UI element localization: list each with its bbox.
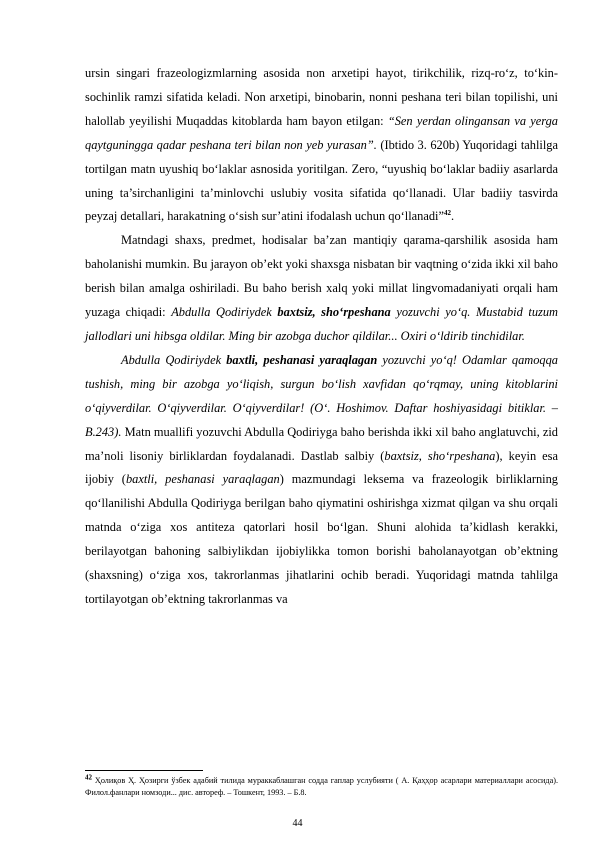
paragraph-text: ), keyin esa ijobiy (: [85, 448, 558, 487]
footnote-divider: [85, 770, 203, 771]
paragraph-text: ) mazmundagi leksema va frazeologik birliklarning qo‘llanilishi Abdulla Qodiriyga berilgan baho qiymatini oshirishga xizmat qilgan va shu orqali matnda o‘ziga xos antiteza qatorlari hosil bo‘lgan. Shuni alohida ta’kidlash kerakki, berilayotgan bahoning salbiylikdan ijobiylikka tomon borishi baholanayotgan ob’ektning (shaxsning) o‘ziga xos, takrorlanmas jihatlarini ochib beradi. Yuqoridagi matnda tahlilga tortilayotgan ob’ektning takrorlanmas va: [85, 472, 558, 606]
paragraph-2: [85, 229, 558, 349]
paragraph-1: [85, 62, 558, 229]
example-term: baxtsiz, sho‘rpeshana: [384, 448, 496, 463]
highlighted-phrase: baxtsiz, sho‘rpeshana: [277, 305, 391, 320]
footnote-text: Ҳолиқов Ҳ. Ҳозирги ўзбек адабий тилида мураккаблашган содда гаплар услубияти ( А. Қаҳҳор асарлари материаллари асосида). Филол.фанлари номзоди... дис. автореф. – Тошкент, 1993. – Б.8.: [85, 776, 558, 797]
paragraph-text: Matn muallifi yozuvchi Abdulla Qodiriyga baho berishda ikki xil baho anglatuvchi, zid ma’noli lisoniy birliklardan foydalanadi. Dastlab salbiy (: [85, 424, 558, 463]
example-text: yozuvchi yo‘q. Mustabid tuzum jallodlari uni hibsga oldilar. Ming bir azobga duchor qildilar... Oxiri o‘ldirib tinchidilar.: [85, 305, 558, 343]
paragraph-text: Matndagi shaxs, predmet, hodisalar ba’zan mantiqiy qarama-qarshilik asosida ham baholanishi mumkin. Bu jarayon ob’ekt yoki shaxsga nisbatan bir vaqtning o‘zida ikki xil baho berish bilan amalga oshiriladi. Bu baho berish xalq yoki millat lingvomadaniyati orqali ham yuzaga chiqadi:: [85, 233, 558, 320]
page-number: 44: [292, 818, 303, 829]
example-term: baxtli, peshanasi yaraqlagan: [125, 472, 280, 487]
bible-quote: “Sen yerdan olingansan va yerga qaytguningga qadar peshana teri bilan non yeb yurasan”.: [85, 113, 558, 152]
footnote: [85, 775, 558, 798]
footnote-reference[interactable]: 42: [443, 209, 451, 218]
example-text: yozuvchi yo‘q! Odamlar qamoqqa tushish, ming bir azobga yo‘liqish, surgun bo‘lish xavfidan qo‘rqmay, uning kitoblarini o‘qiyverdilar. O‘qiyverdilar. O‘qiyverdilar! (O‘. Hoshimov. Daftar hoshiyasidagi bitiklar. – B.243).: [85, 352, 559, 439]
page-body: [85, 62, 558, 612]
paragraph-text: .: [450, 209, 455, 224]
example-text: Abdulla Qodiriydek: [121, 352, 227, 367]
highlighted-phrase: baxtli, peshanasi yaraqlagan: [226, 352, 378, 367]
example-text: Abdulla Qodiriydek: [171, 305, 278, 320]
footnote-number: 42: [85, 773, 92, 782]
paragraph-text: (Ibtido 3. 620b) Yuqoridagi tahlilga tortilgan matn uyushiq bo‘laklar asnosida yoritilgan. Zero, “uyushiq bo‘laklar badiiy asarlarda uning ta’sirchanligini ta’minlovchi uslubiy vosita sifatida qo‘llanadi. Ular badiiy tasvirda peyzaj detallari, harakatning o‘sish sur’atini ifodalash uchun qo‘llanadi”: [85, 137, 558, 224]
paragraph-3: [85, 349, 558, 612]
paragraph-text: ursin singari frazeologizmlarning asosida non arxetipi hayot, tirikchilik, rizq-ro‘z, to‘kin-sochinlik ramzi sifatida keladi. Non arxetipi, binobarin, nonni peshana teri bilan topilishi, uni halollab yeyilishi Muqaddas kitoblarda ham bayon etilgan:: [85, 66, 558, 128]
